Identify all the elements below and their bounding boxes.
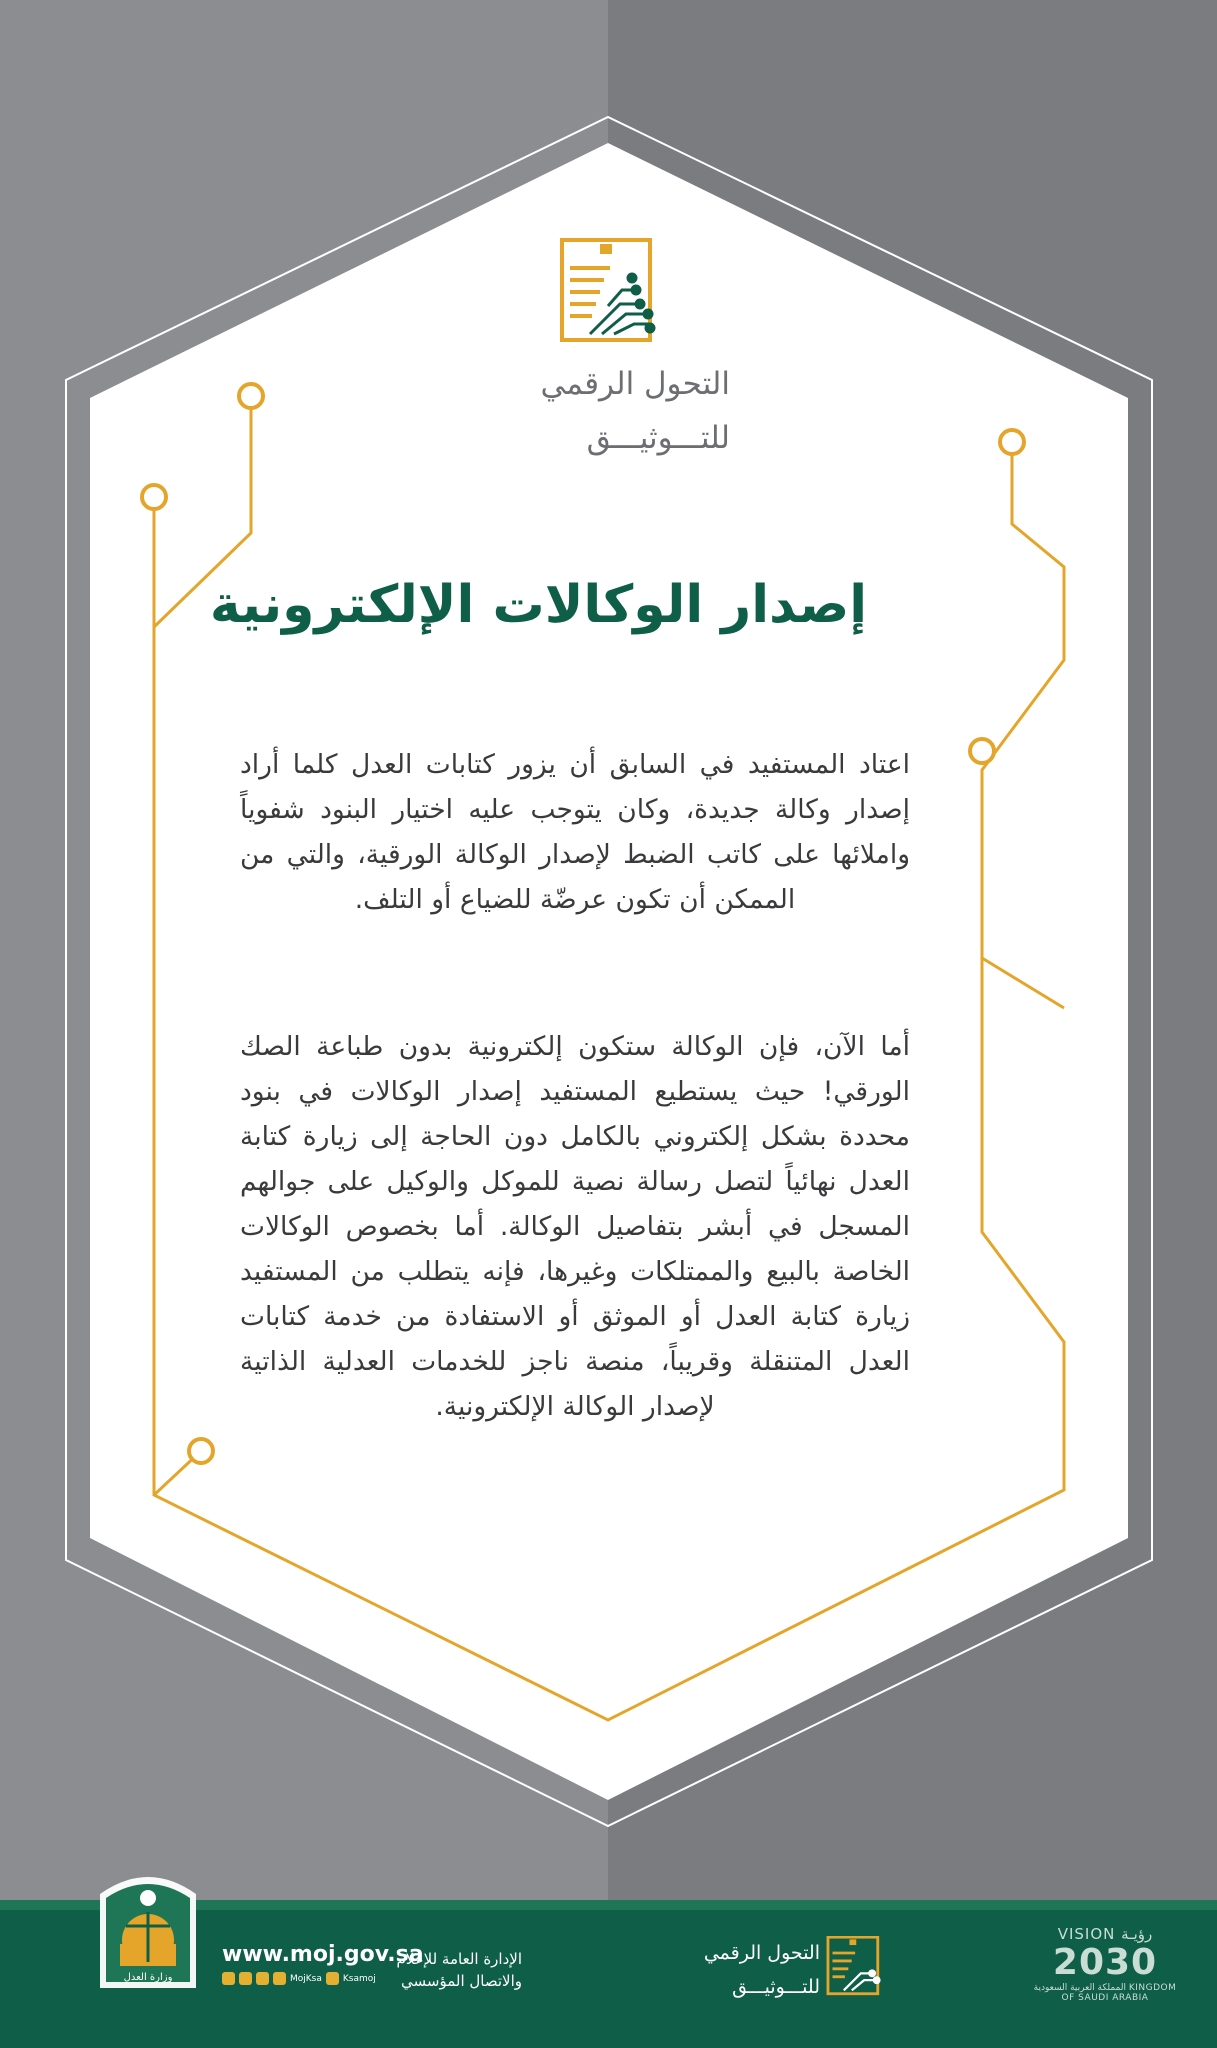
media-line1: الإدارة العامة للإعلام (396, 1950, 522, 1968)
logo-text-line1: التحول الرقمي (540, 366, 730, 402)
vision-label: VISION رؤيـة (1057, 1925, 1153, 1943)
ministry-of-justice-emblem (92, 1864, 204, 1992)
footer-digital-logo-icon (824, 1936, 884, 1996)
digital-notarization-logo-icon (560, 238, 656, 344)
paragraph-before: اعتاد المستفيد في السابق أن يزور كتابات العدل كلما أراد إصدار وكالة جديدة، وكان يتوجب عليه اختيار البنود شفوياً واملائها على كاتب الضبط لإصدار الوكالة الورقية، والتي من الممكن أن تكون عرضّة للضياع أو التلف. (240, 749, 910, 915)
ministry-name: وزارة العدل (123, 1972, 173, 1983)
vision-2030-logo (1030, 1925, 1180, 2003)
paragraph-now: أما الآن، فإن الوكالة ستكون إلكترونية بدون طباعة الصك الورقي! حيث يستطيع المستفيد إصدار الوكالات في بنود محددة بشكل إلكتروني بالكامل دون الحاجة إلى زيارة كتابة العدل نهائياً لتصل رسالة نصية للموكل والوكيل على جوالهم المسجل في أبشر بتفاصيل الوكالة. أما بخصوص الوكالات الخاصة بالبيع والممتلكات وغيرها، فإنه يتطلب من المستفيد زيارة كتابة العدل أو الموثق أو الاستفادة من خدمة كتابات العدل المتنقلة وقريباً، منصة ناجز للخدمات العدلية الذاتية لإصدار الوكالة الإلكترونية. (240, 1031, 910, 1422)
youtube-icon[interactable] (326, 1972, 339, 1985)
page-title: إصدار الوكالات الإلكترونية (209, 575, 868, 635)
linkedin-icon[interactable] (273, 1972, 286, 1985)
social-handle-2: Ksamoj (342, 1973, 376, 1984)
twitter-icon[interactable] (222, 1972, 235, 1985)
instagram-icon[interactable] (239, 1972, 252, 1985)
website-link[interactable]: www.moj.gov.sa (222, 1942, 424, 1967)
footer-logo-line2: للتـــوثيـــق (732, 1976, 820, 1998)
logo-text-line2: للتـــوثيـــق (586, 420, 730, 456)
footer-logo-line1: التحول الرقمي (703, 1942, 820, 1964)
social-handle-1: MojKsa (290, 1973, 322, 1984)
vision-year: 2030 (1052, 1942, 1158, 1983)
vision-subtitle: المملكة العربية السعودية KINGDOM OF SAUDI ARABIA (1033, 1983, 1177, 2003)
media-line2: والاتصال المؤسسي (401, 1972, 522, 1990)
social-links (222, 1972, 376, 1985)
snapchat-icon[interactable] (256, 1972, 269, 1985)
